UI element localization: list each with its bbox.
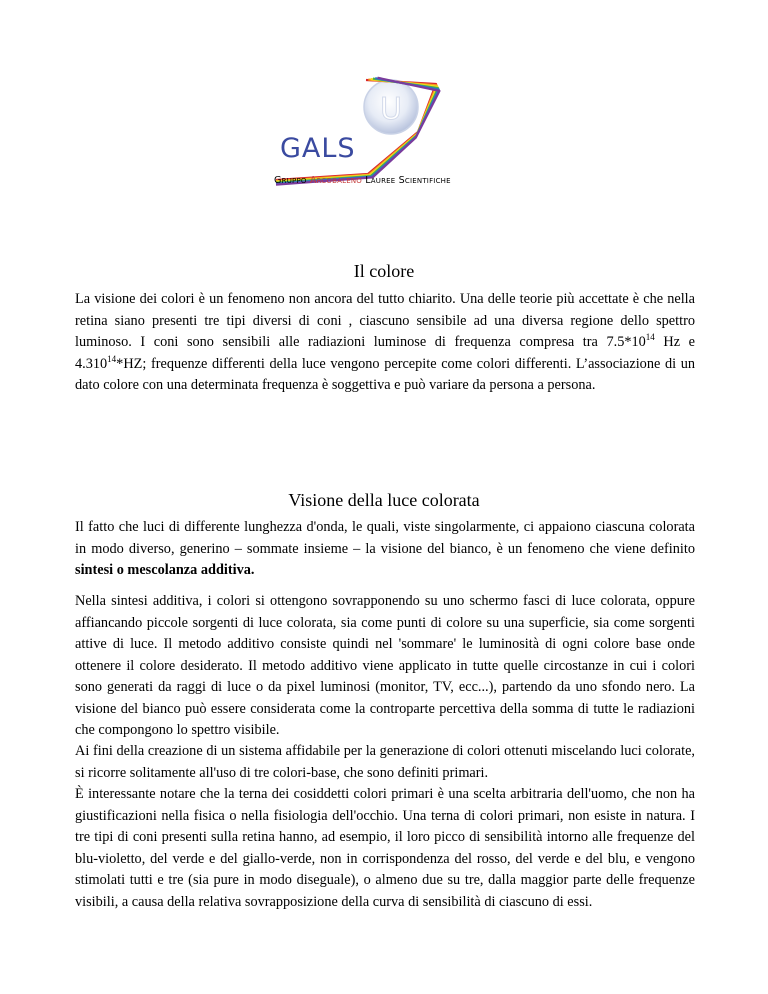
- logo-subtitle-part-2: Arcobaleno: [309, 175, 362, 186]
- paragraph-colori-base: Ai fini della creazione di un sistema affidabile per la generazione di colori ottenuti miscelando luci colorate, si ricorre solitamente all'uso di tre colori-base, che sono definiti primari.: [75, 743, 695, 781]
- paragraph-il-colore: La visione dei colori è un fenomeno non ancora del tutto chiarito. Una delle teorie più accettate è che nella retina siano presenti tre tipi diversi di coni , ciascuno sensibile ad una diversa regione dello spettro luminoso. I coni sono sensibili alle radiazioni luminose di frequenza compresa tra $7.5*10^{14}$ Hz e 4.310$^{14}$*HZ; frequenze differenti della luce vengono percepite come colori differenti. L’associazione di un dato colore con una determinata frequenza è soggettiva e può variare da persona a persona.: [75, 291, 695, 393]
- gals-logo: [268, 62, 478, 192]
- bold-term-sintesi-additiva: sintesi o mescolanza additiva.: [75, 562, 255, 578]
- superscript-exponent: 14: [107, 353, 117, 364]
- section-title-il-colore: Il colore: [353, 261, 415, 281]
- logo-title: GALS: [280, 133, 356, 164]
- rainbow-beam-graphic: [268, 62, 478, 192]
- paragraph-sintesi-additiva: Nella sintesi additiva, i colori si ottengono sovrapponendo su uno schermo fasci di luce colorata, oppure affiancando piccole sorgenti di luce colorata, sia come punti di colore su una superficie, sia come sorgenti attive di luce. Il metodo additivo consiste quindi nel 'sommare' le luminosità di ogni colore base onde ottenere il colore desiderato. Il metodo additivo viene applicato in tutte quelle circostanze in cui i colori sono generati da raggi di luce o da pixel luminosi (monitor, TV, ecc...), partendo da uno sfondo nero. La visione del bianco può essere considerata come la controparte percettiva della somma di tutte le radiazioni che compongono lo spettro visibile.: [75, 593, 695, 738]
- superscript-exponent: 14: [645, 332, 655, 343]
- logo-subtitle-part-3: Lauree Scientifiche: [361, 175, 451, 186]
- logo-subtitle: [274, 176, 534, 186]
- paragraph-colori-primari: È interessante notare che la terna dei cosiddetti colori primari è una scelta arbitraria dell'uomo, che non ha giustificazioni nella fisica o nella fisiologia dell'occhio. Una terna di colori primari, non esiste in natura. I tre tipi di coni presenti sulla retina hanno, ad esempio, il loro picco di sensibilità intorno alle frequenze del blu-violetto, del verde e del giallo-verde, non in corrispondenza del rosso, del verde e del blu, e vengono stimolati tutti e tre (sia pure in modo diseguale), o almeno due su tre, dalla maggior parte delle frequenze visibili, a causa della relativa sovrapposizione della curva di sensibilità di ciascuno di essi.: [75, 786, 695, 910]
- section-title-visione-luce: Visione della luce colorata: [288, 490, 480, 510]
- logo-subtitle-part-1: Gruppo: [274, 175, 310, 186]
- logo-letter: U: [380, 92, 402, 127]
- paragraph-sintesi-additiva-definition: Il fatto che luci di differente lunghezza d'onda, le quali, viste singolarmente, ci appaiono ciascuna colorata in modo diverso, generino – sommate insieme – la visione del bianco, è un fenomeno che viene definito sintesi o mescolanza additiva.: [75, 519, 695, 578]
